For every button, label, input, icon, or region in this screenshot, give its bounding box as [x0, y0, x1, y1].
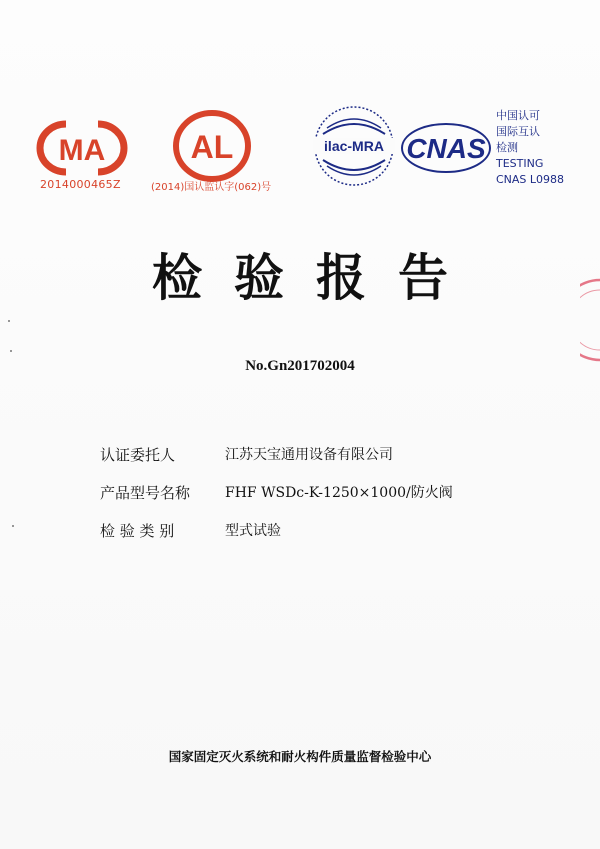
issuing-organization: 国家固定灭火系统和耐火构件质量监督检验中心 [168, 749, 432, 764]
seal-stamp-icon [580, 278, 600, 362]
scan-speck [8, 320, 10, 322]
page-title: 检验报告 [152, 249, 480, 307]
svg-text:ilac-MRA: ilac-MRA [324, 138, 384, 154]
field-label: 认证委托人 [100, 446, 176, 464]
field-label: 产品型号名称 [100, 484, 191, 502]
cma-logo-icon [36, 118, 128, 178]
field-row [100, 444, 453, 482]
svg-text:AL: AL [190, 129, 234, 165]
field-value: 江苏天宝通用设备有限公司 [225, 447, 393, 463]
scan-speck [10, 350, 12, 352]
cnas-line: CNAS L0988 [496, 173, 565, 186]
cnas-line: 国际互认 [496, 125, 540, 138]
cma-code: 2014000465Z [40, 178, 121, 191]
field-value: 型式试验 [225, 523, 281, 539]
report-number: No.Gn201702004 [245, 358, 355, 374]
field-value: FHF WSDc-K-1250×1000/防火阀 [225, 485, 453, 501]
report-info-fields [100, 444, 453, 558]
field-row [100, 482, 453, 520]
cnas-line: 中国认可 [496, 109, 540, 122]
svg-text:CNAS: CNAS [406, 133, 486, 164]
cnas-line: TESTING [496, 157, 544, 170]
field-row [100, 520, 453, 558]
cnas-line: 检测 [496, 141, 518, 154]
ilac-mra-logo-icon [307, 104, 401, 188]
field-label: 检 验 类 别 [100, 522, 175, 540]
cnas-logo-icon [400, 120, 492, 176]
scan-speck [12, 525, 14, 527]
cal-logo-icon [170, 108, 254, 184]
svg-text:MA: MA [58, 134, 106, 167]
cal-code: (2014)国认监认字(062)号 [151, 182, 272, 193]
cnas-accreditation-text [496, 108, 564, 188]
